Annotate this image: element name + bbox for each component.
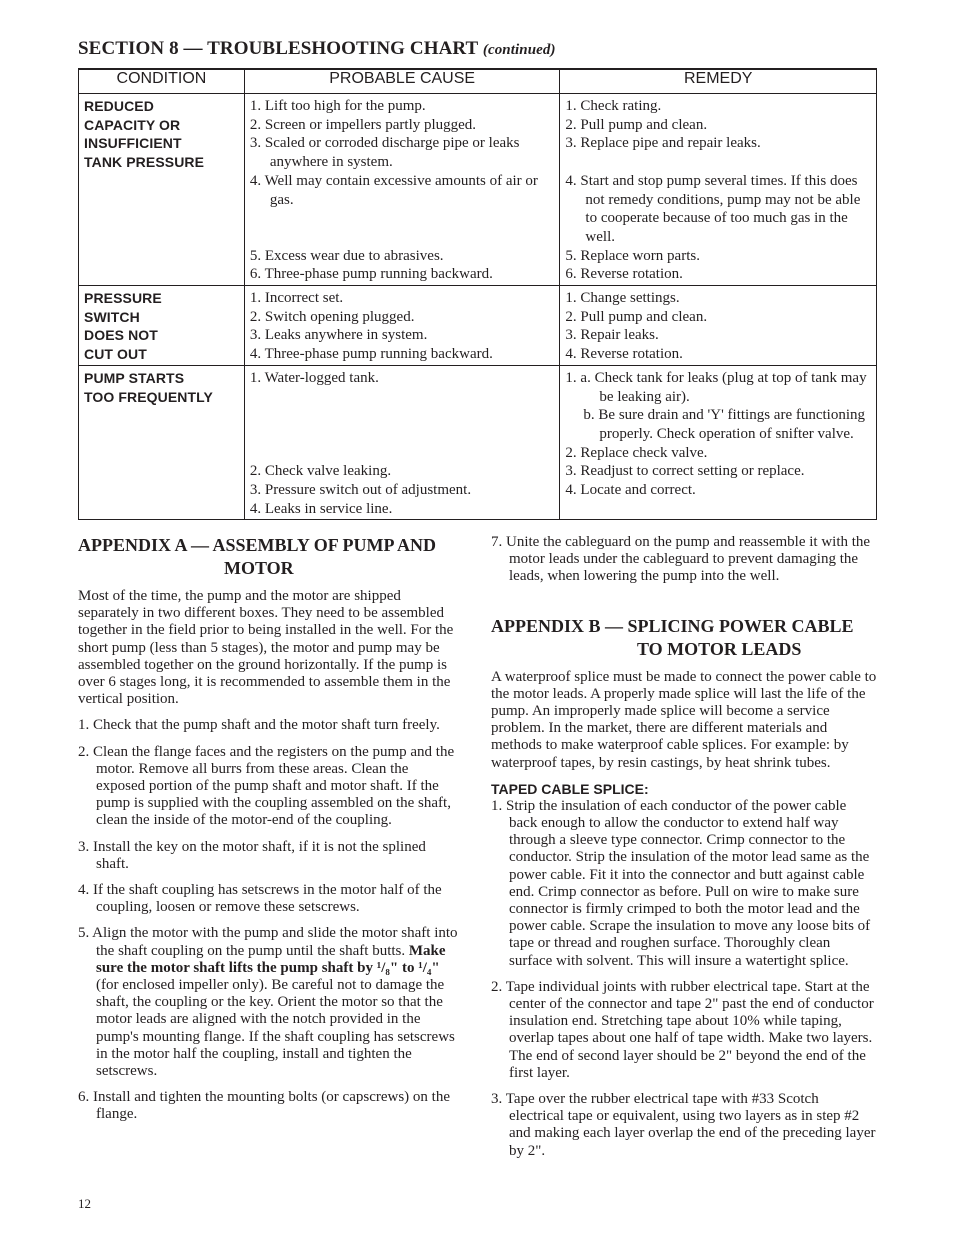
appendix-b-step: 1. Strip the insulation of each conductor of the power cable back enough to allow the conductor to extend half way through a sleeve type connector. Crimp connector to the conductor. Strip the insulation of the motor lead same as the power cable. Fit it into the connector and butt against cable end. Crimp connector as before. Pull on wire to make sure connector is firmly crimped to both the motor lead and the power cable. Scrape the insulation to move any loose bits of tape or thread and roughen surface. Thoroughly clean surface with solvent. This will insure a watertight splice. [491,797,871,969]
condition-line: CAPACITY OR [84,116,181,133]
appendix-a-step-5 [78,925,460,1080]
table-row [79,365,877,520]
appendix-a-heading [78,534,460,580]
appendix-a-intro: Most of the time, the pump and the motor are shipped separately in two different boxes. They need to be assembled together in the field prior to being installed in the well. For the short pump (less than 5 stages), the motor and pump may be assembled together on the ground horizontally. If the pump is over 6 stages long, it is recommended to assemble them in the vertical position. [78,588,454,708]
cause-item: 3. Leaks anywhere in system. [249,327,428,344]
condition-line: TOO FREQUENTLY [84,388,213,405]
page-number: 12 [78,1196,91,1211]
cause-item: 6. Three-phase pump running backward. [249,266,493,283]
appendix-a-title-line2: MOTOR [224,558,294,578]
remedy-item: 5. Replace worn parts. [565,247,700,264]
header-probable-cause: PROBABLE CAUSE [244,69,560,94]
remedy-item: 4. Reverse rotation. [565,346,683,363]
remedy-item: 2. Pull pump and clean. [565,116,708,133]
condition-line: DOES NOT [84,327,158,344]
troubleshooting-table [78,68,877,520]
condition-line: REDUCED [84,98,154,114]
step5-text-cont: (for enclosed impeller only). Be careful not to damage the shaft, the coupling or the key. Orient the motor so that the motor leads are aligned with the notch provided in the pump's mounting flange. If the shaft coupling has setscrews in the motor half the coupling, install and tighten the setscrews. [96,977,455,1080]
appendix-a-step: 1. Check that the pump shaft and the motor shaft turn freely. [78,717,440,734]
appendix-a-step: 2. Clean the flange faces and the registers on the pump and the motor. Remove all burrs from these areas. Clean the exposed portion of the pump shaft and motor shaft. If the pump is supplied with the coupling assembled on the shaft, clean the inside of the motor-end of the coupling. [78,743,455,829]
cause-item: 2. Check valve leaking. [249,463,392,480]
right-column [491,534,877,1169]
remedy-item: 3. Replace pipe and repair leaks. [565,135,761,152]
cause-item: 2. Switch opening plugged. [249,308,415,325]
section-continued: (continued) [482,42,556,58]
section-title [78,38,556,60]
condition-line: SWITCH [84,308,140,325]
cause-item: 2. Screen or impellers partly plugged. [249,116,477,133]
appendix-a-title-line1: APPENDIX A — ASSEMBLY OF PUMP AND [78,535,437,555]
table-row [79,94,877,286]
remedy-item: 2. Pull pump and clean. [565,308,708,325]
condition-cell [79,286,245,366]
header-condition: CONDITION [79,69,245,94]
appendix-b-heading [491,615,877,661]
cause-item: 1. Lift too high for the pump. [249,98,426,114]
condition-line: INSUFFICIENT [84,135,182,152]
cause-cell [244,365,560,520]
table-header-row [79,69,877,94]
left-column [78,534,460,1133]
appendix-a-step: 4. If the shaft coupling has setscrews in the motor half of the coupling, loosen or remove these setscrews. [78,882,442,916]
appendix-b-step: 2. Tape individual joints with rubber electrical tape. Start at the center of the connector and tape 2" past the end of conductor insulation end. Stretching tape about 10% while taping, overlap tapes about one half of tape width. Make two layers. The end of second layer should be 2" beyond the end of the first layer. [491,978,874,1081]
remedy-cell [560,286,877,366]
remedy-item: 2. Replace check valve. [565,444,708,461]
appendix-a-step: 7. Unite the cableguard on the pump and reassemble it with the motor leads under the cableguard to prevent damaging the leads, when lowering the pump into the well. [491,534,871,585]
remedy-cell [560,94,877,286]
cause-item: 3. Scaled or corroded discharge pipe or leaks anywhere in system. [249,135,520,171]
cause-item: 1. Water-logged tank. [249,369,379,386]
remedy-item: b. Be sure drain and 'Y' fittings are functioning properly. Check operation of snifter valve. [583,407,866,442]
section-title-text: SECTION 8 — TROUBLESHOOTING CHART [78,38,478,59]
appendix-b-title-line2: TO MOTOR LEADS [637,638,802,659]
remedy-item: 3. Repair leaks. [565,327,659,344]
remedy-item: 1. a. Check tank for leaks (plug at top of tank may be leaking air). [565,369,867,405]
condition-line: CUT OUT [84,346,147,363]
cause-cell [244,286,560,366]
condition-line: TANK PRESSURE [84,154,205,171]
condition-line: PRESSURE [84,290,162,307]
cause-item: 4. Three-phase pump running backward. [249,346,493,363]
cause-item: 4. Well may contain excessive amounts of air or gas. [249,172,538,208]
cause-item: 5. Excess wear due to abrasives. [249,247,444,264]
taped-splice-heading: TAPED CABLE SPLICE: [491,780,649,797]
header-remedy: REMEDY [560,69,877,94]
appendix-a-step: 3. Install the key on the motor shaft, if it is not the splined shaft. [78,838,426,872]
cause-item: 3. Pressure switch out of adjustment. [249,482,472,499]
condition-cell [79,94,245,286]
remedy-cell [560,365,877,520]
cause-item: 4. Leaks in service line. [249,500,393,517]
remedy-item: 6. Reverse rotation. [565,266,683,283]
step5-bold: Make sure the motor shaft lifts the pump shaft by ¹/₈" to ¹/₄" [96,942,446,976]
table-row [79,286,877,366]
condition-cell [79,365,245,520]
remedy-item: 1. Change settings. [565,290,680,307]
remedy-item: 1. Check rating. [565,98,662,114]
cause-cell [244,94,560,286]
appendix-a-step: 6. Install and tighten the mounting bolts (or capscrews) on the flange. [78,1089,451,1123]
remedy-item: 3. Readjust to correct setting or replace. [565,463,805,480]
step5-text: 5. Align the motor with the pump and slide the motor shaft into the shaft coupling on the pump until the shaft butts. [78,925,458,959]
remedy-item: 4. Locate and correct. [565,482,696,499]
appendix-b-title-line1: APPENDIX B — SPLICING POWER CABLE [491,615,854,636]
appendix-b-intro: A waterproof splice must be made to connect the power cable to the motor leads. A properly made splice will last the life of the pump. An improperly made splice will become a service problem. In the market, there are different materials and methods to make waterproof cable splices. For example: by waterproof tapes, by resin castings, by heat shrink tubes. [491,668,877,771]
remedy-item: 4. Start and stop pump several times. If this does not remedy conditions, pump may not be able to cooperate because of too much gas in the well. [565,172,861,245]
cause-item: 1. Incorrect set. [249,290,344,307]
condition-line: PUMP STARTS [84,369,185,386]
appendix-b-step: 3. Tape over the rubber electrical tape with #33 Scotch electrical tape or equivalent, using two layers as in step #2 and making each layer overlap the end of the preceding layer by 2". [491,1091,876,1159]
